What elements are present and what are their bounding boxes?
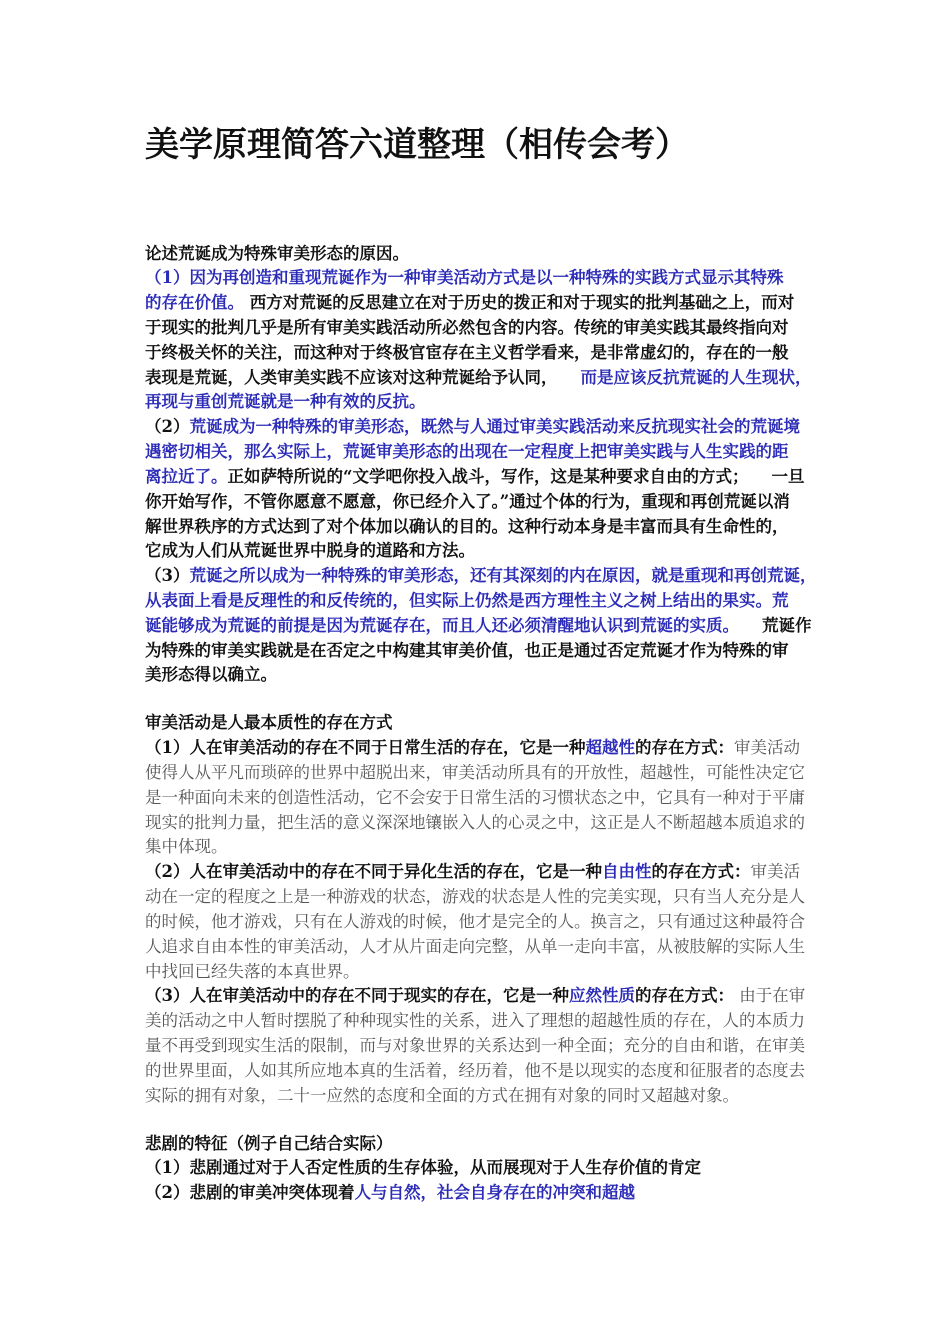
section-1 bbox=[145, 242, 950, 689]
explanation-text: 人追求自由本性的审美活动，人才从片面走向完整，从单一走向丰富，从被肢解的实际人生 bbox=[145, 936, 805, 956]
body-text: 的存在方式： bbox=[651, 862, 751, 882]
text-line bbox=[145, 639, 950, 664]
highlighted-text: 荒诞之所以成为一种特殊的审美形态，还有其深刻的内在原因，就是重现和再创荒诞， bbox=[189, 566, 817, 586]
text-line bbox=[145, 291, 950, 316]
highlighted-text: （1）因为再创造和重现荒诞作为一种审美活动方式是以一种特殊的实践方式显示其特殊 bbox=[145, 268, 784, 288]
highlighted-text: 超越性 bbox=[585, 738, 635, 758]
highlighted-text: 自由性 bbox=[601, 862, 652, 882]
body-text: （2） bbox=[145, 417, 190, 437]
explanation-text: 集中体现。 bbox=[145, 837, 228, 857]
text-line bbox=[145, 564, 950, 589]
text-line bbox=[145, 390, 950, 415]
body-text: 西方对荒诞的反思建立在对于历史的拨正和对于现实的批判基础之上，而对 bbox=[244, 293, 795, 313]
explanation-text: 量不再受到现实生活的限制，而与对象世界的关系达到一种全面；充分的自由和谐，在审美 bbox=[145, 1035, 805, 1055]
highlighted-text: 的存在价值。 bbox=[145, 293, 244, 313]
body-text: 于现实的批判几乎是所有审美实践活动所必然包含的内容。传统的审美实践其最终指向对 bbox=[145, 318, 789, 338]
text-line bbox=[145, 811, 950, 836]
explanation-text: 审美活动 bbox=[733, 738, 800, 758]
text-line bbox=[145, 1009, 950, 1034]
body-text: （1）悲剧通过对于人否定性质的生存体验，从而展现对于人生存价值的肯定 bbox=[145, 1158, 701, 1178]
text-line bbox=[145, 366, 950, 391]
highlighted-text: 而是应该反抗荒诞的人生现状， bbox=[580, 367, 812, 387]
text-line bbox=[145, 935, 950, 960]
document-body bbox=[145, 242, 950, 1206]
section-heading: 论述荒诞成为特殊审美形态的原因。 bbox=[145, 243, 409, 263]
body-text: 你开始写作，不管你愿意不愿意，你已经介入了。”通过个体的行为，重现和再创荒诞以消 bbox=[145, 491, 790, 511]
explanation-text: 的世界里面，人如其所应地本真的生活着，经历着，他不是以现实的态度和征服者的态度去 bbox=[145, 1060, 805, 1080]
text-line bbox=[145, 266, 950, 291]
text-line bbox=[145, 1084, 950, 1109]
body-text: 解世界秩序的方式达到了对个体加以确认的目的。这种行动本身是丰富而具有生命性的， bbox=[145, 516, 789, 536]
text-line bbox=[145, 1034, 950, 1059]
text-line bbox=[145, 910, 950, 935]
section-heading: 审美活动是人最本质性的存在方式 bbox=[145, 713, 393, 733]
text-line bbox=[145, 341, 950, 366]
text-line bbox=[145, 885, 950, 910]
text-line bbox=[145, 515, 950, 540]
explanation-text: 的时候，他才游戏，只有在人游戏的时候，他才是完全的人。换言之，只有通过这种最符合 bbox=[145, 911, 805, 931]
text-line bbox=[145, 465, 950, 490]
section-heading: 悲剧的特征（例子自己结合实际） bbox=[145, 1133, 393, 1153]
text-line bbox=[145, 835, 950, 860]
text-line bbox=[145, 663, 950, 688]
highlighted-text: 再现与重创荒诞就是一种有效的反抗。 bbox=[145, 392, 426, 412]
body-text: （2）人在审美活动中的存在不同于异化生活的存在，它是一种 bbox=[145, 862, 602, 882]
text-line bbox=[145, 614, 950, 639]
text-line bbox=[145, 316, 950, 341]
text-line bbox=[145, 860, 950, 885]
body-text: 的存在方式： bbox=[634, 986, 734, 1006]
explanation-text: 使得人从平凡而琐碎的世界中超脱出来，审美活动所具有的开放性，超越性，可能性决定它 bbox=[145, 763, 805, 783]
explanation-text: 是一种面向未来的创造性活动，它不会安于日常生活的习惯状态之中，它具有一种对于平庸 bbox=[145, 787, 805, 807]
text-line bbox=[145, 440, 950, 465]
text-line bbox=[145, 960, 950, 985]
highlighted-text: 诞能够成为荒诞的前提是因为荒诞存在，而且人还必须清醒地认识到荒诞的实质。 bbox=[145, 615, 739, 635]
highlighted-text: 离拉近了。 bbox=[145, 466, 228, 486]
body-text: 正如萨特所说的“文学吧你投入战斗，写作，这是某种要求自由的方式； 一旦 bbox=[227, 466, 805, 486]
text-line bbox=[145, 736, 950, 761]
explanation-text: 审美活 bbox=[750, 862, 800, 882]
section-3 bbox=[145, 1132, 950, 1206]
text-line bbox=[145, 539, 950, 564]
text-line bbox=[145, 984, 950, 1009]
highlighted-text: 从表面上看是反理性的和反传统的，但实际上仍然是西方理性主义之树上结出的果实。荒 bbox=[145, 590, 789, 610]
body-text: 荒诞作 bbox=[739, 615, 812, 635]
explanation-text: 由于在审 bbox=[733, 986, 806, 1006]
highlighted-text: 人与自然，社会自身存在的冲突和超越 bbox=[354, 1183, 635, 1203]
explanation-text: 动在一定的程度之上是一种游戏的状态，游戏的状态是人性的完美实现，只有当人充分是人 bbox=[145, 887, 805, 907]
body-text: 美形态得以确立。 bbox=[145, 665, 277, 685]
text-line bbox=[145, 1059, 950, 1084]
body-text: 的存在方式： bbox=[634, 738, 734, 758]
highlighted-text: 应然性质 bbox=[568, 986, 635, 1006]
body-text: （1）人在审美活动的存在不同于日常生活的存在，它是一种 bbox=[145, 738, 586, 758]
body-text: 表现是荒诞，人类审美实践不应该对这种荒诞给予认同， bbox=[145, 367, 581, 387]
text-line bbox=[145, 786, 950, 811]
text-line bbox=[145, 415, 950, 440]
explanation-text: 实际的拥有对象，二十一应然的态度和全面的方式在拥有对象的同时又超越对象。 bbox=[145, 1085, 739, 1105]
body-text: 于终极关怀的关注，而这种对于终极官宦存在主义哲学看来，是非常虚幻的，存在的一般 bbox=[145, 342, 789, 362]
explanation-text: 现实的批判力量，把生活的意义深深地镶嵌入人的心灵之中，这正是人不断超越本质追求的 bbox=[145, 812, 805, 832]
text-line bbox=[145, 761, 950, 786]
text-line bbox=[145, 490, 950, 515]
section-2 bbox=[145, 711, 950, 1108]
body-text: （3） bbox=[145, 566, 190, 586]
explanation-text: 中找回已经失落的本真世界。 bbox=[145, 961, 360, 981]
text-line bbox=[145, 1156, 950, 1181]
text-line bbox=[145, 1181, 950, 1206]
highlighted-text: 遇密切相关，那么实际上，荒诞审美形态的出现在一定程度上把审美实践与人生实践的距 bbox=[145, 442, 789, 462]
body-text: 为特殊的审美实践就是在否定之中构建其审美价值，也正是通过否定荒诞才作为特殊的审 bbox=[145, 640, 789, 660]
explanation-text: 美的活动之中人暂时摆脱了种种现实性的关系，进入了理想的超越性质的存在，人的本质力 bbox=[145, 1011, 805, 1031]
body-text: （2）悲剧的审美冲突体现着 bbox=[145, 1183, 355, 1203]
text-line bbox=[145, 589, 950, 614]
document-title: 美学原理简答六道整理（相传会考） bbox=[145, 125, 689, 165]
highlighted-text: 荒诞成为一种特殊的审美形态，既然与人通过审美实践活动来反抗现实社会的荒诞境 bbox=[189, 417, 800, 437]
body-text: 它成为人们从荒诞世界中脱身的道路和方法。 bbox=[145, 541, 475, 561]
body-text: （3）人在审美活动中的存在不同于现实的存在，它是一种 bbox=[145, 986, 569, 1006]
